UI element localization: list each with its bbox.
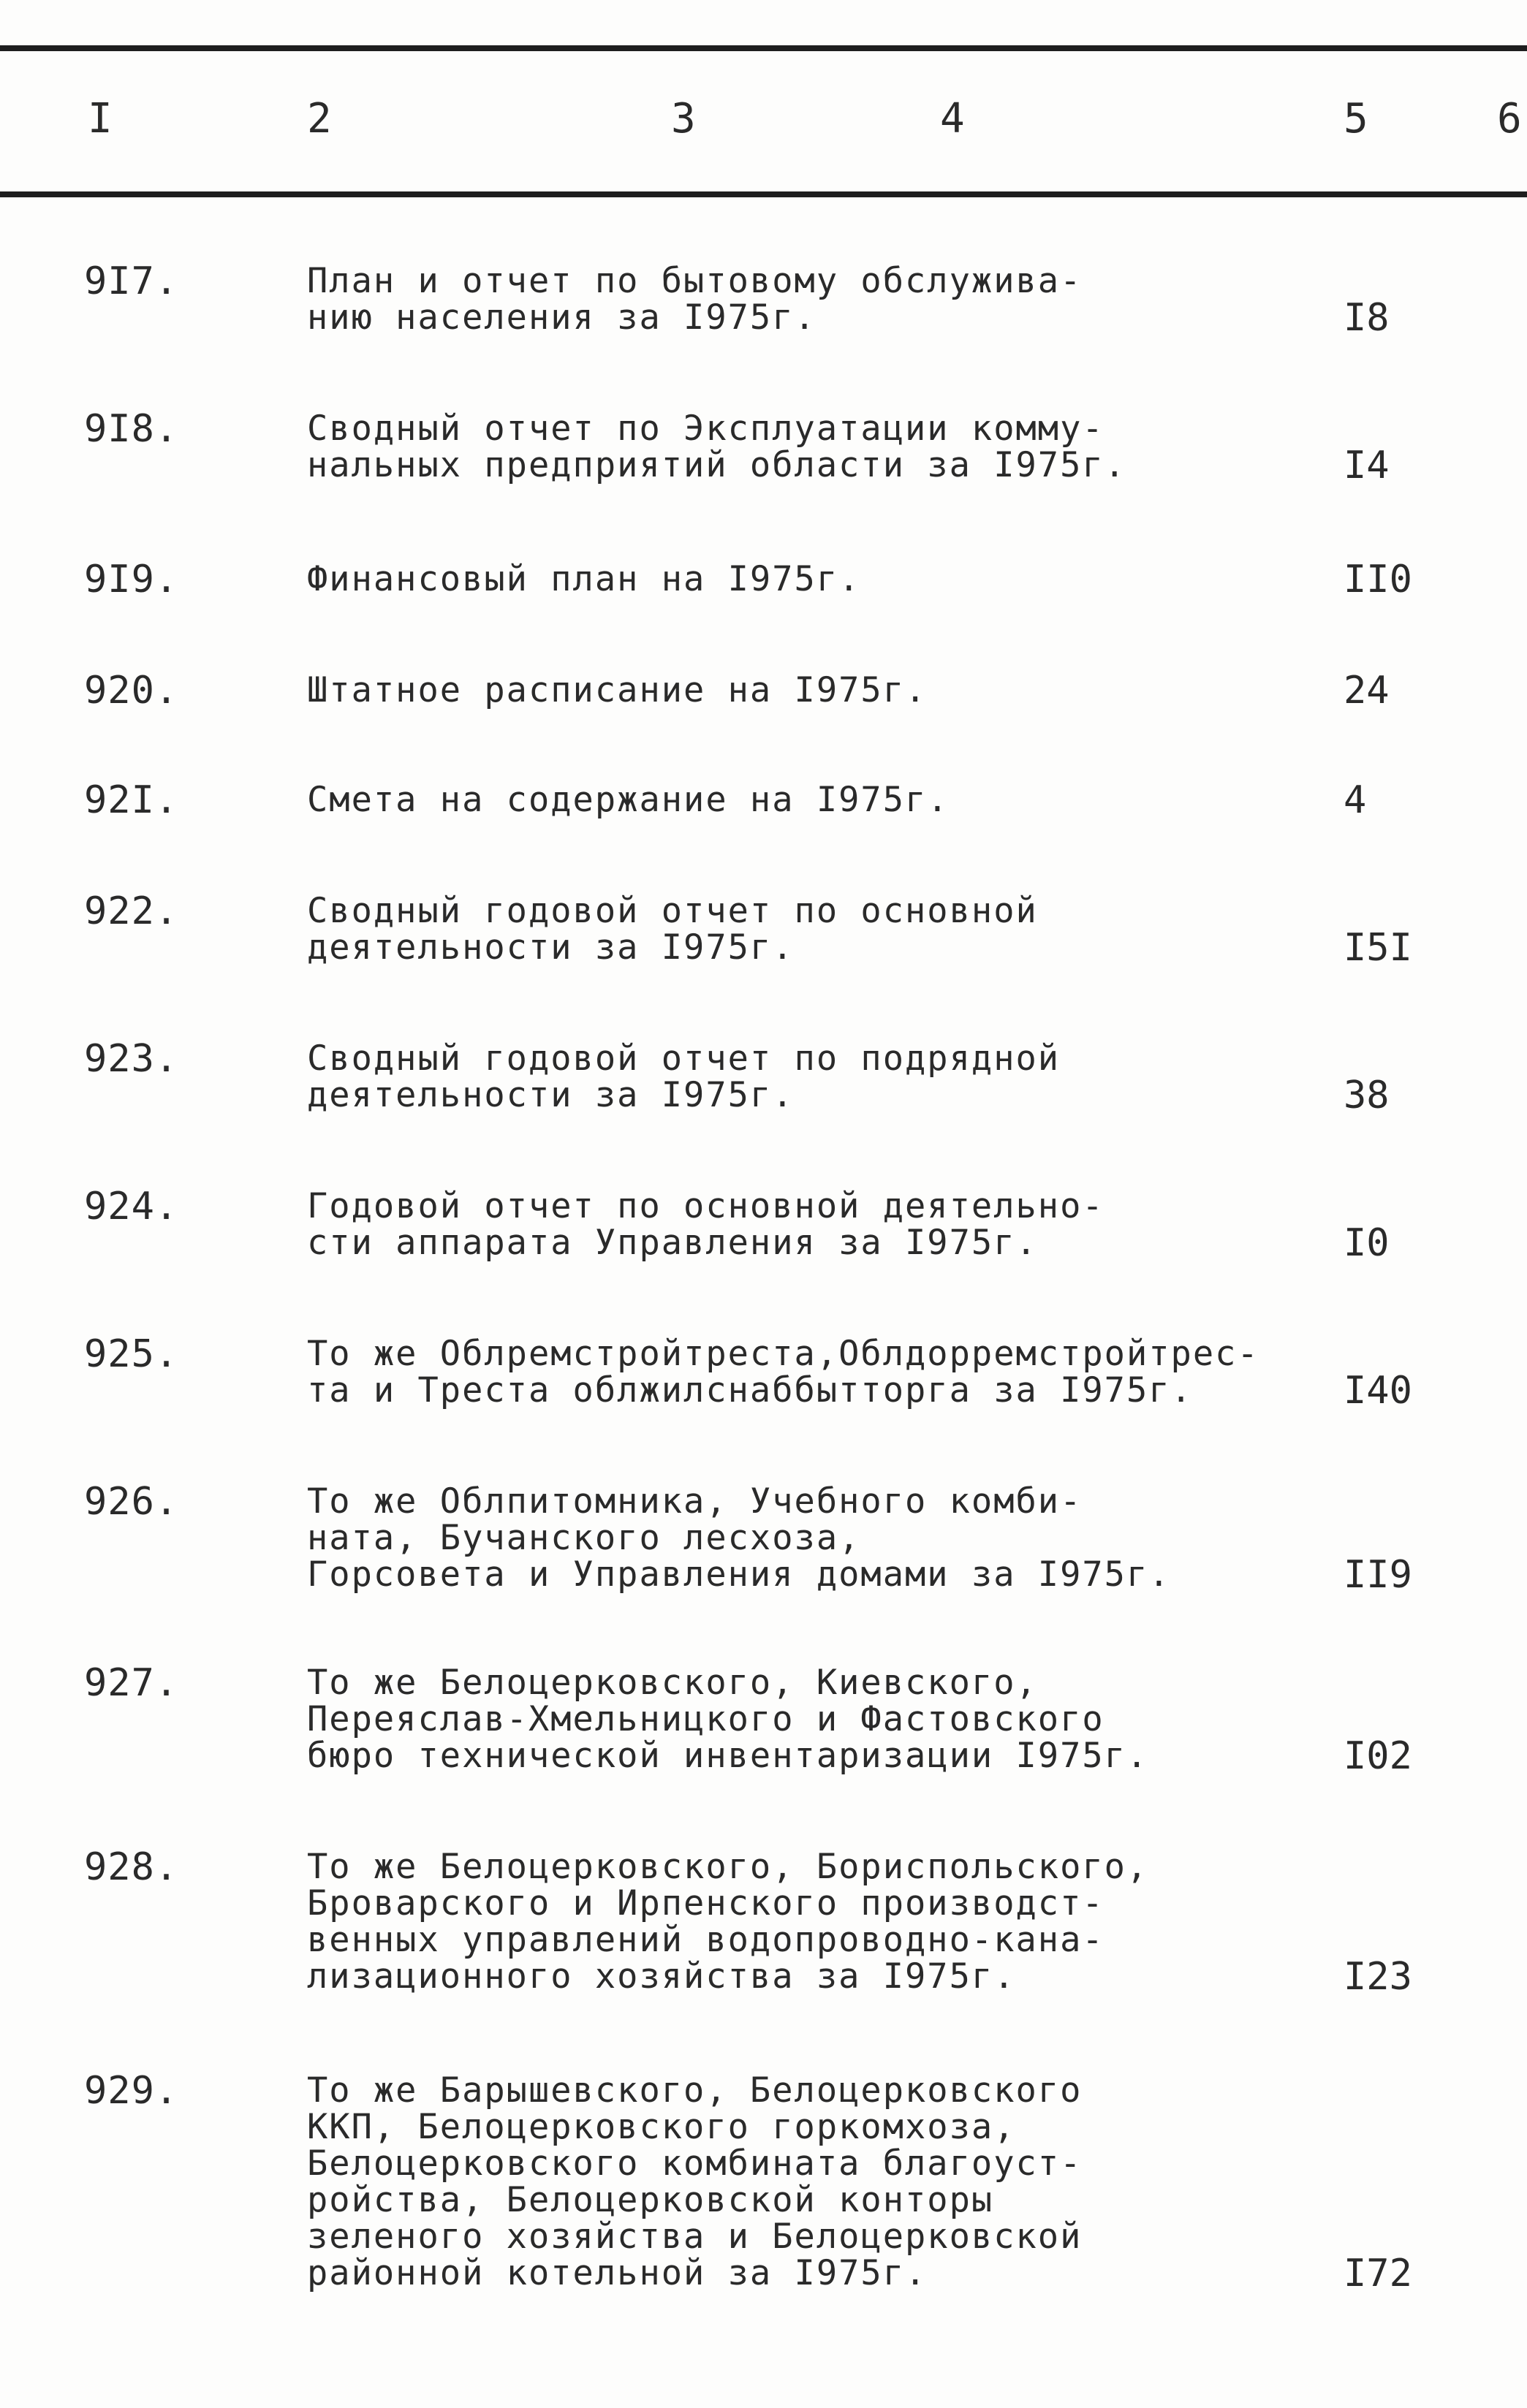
- item-description: [307, 893, 1345, 966]
- description-line: ККП, Белоцерковского горкомхоза,: [307, 2107, 1016, 2147]
- description-line: ройства, Белоцерковской конторы: [307, 2180, 994, 2220]
- description-line: То же Облремстройтреста,Облдорремстройтрес-: [307, 1334, 1259, 1374]
- description-line: То же Белоцерковского, Бориспольского,: [307, 1847, 1149, 1887]
- description-line: Штатное расписание на I975г.: [307, 670, 928, 710]
- page-count: I23: [1344, 1955, 1412, 1999]
- page-count: II9: [1344, 1553, 1412, 1597]
- description-line: бюро технической инвентаризации I975г.: [307, 1736, 1149, 1776]
- page-count: 4: [1344, 778, 1367, 822]
- column-header-4: 4: [940, 95, 965, 143]
- item-description: [307, 782, 1345, 819]
- item-number: 925.: [84, 1332, 179, 1376]
- description-line: План и отчет по бытовому обслужива-: [307, 261, 1083, 301]
- page-count: 38: [1344, 1074, 1390, 1117]
- description-line: Смета на содержание на I975г.: [307, 780, 950, 820]
- header-bottom-rule: [0, 191, 1527, 197]
- description-line: деятельности за I975г.: [307, 1075, 795, 1115]
- column-header-6: 6: [1497, 95, 1522, 143]
- item-number: 9I7.: [84, 259, 179, 303]
- description-line: Переяслав-Хмельницкого и Фастовского: [307, 1699, 1104, 1739]
- item-number: 923.: [84, 1037, 179, 1081]
- description-line: Белоцерковского комбината благоуст-: [307, 2143, 1083, 2184]
- column-header-1: I: [88, 95, 113, 143]
- item-number: 927.: [84, 1661, 179, 1705]
- page-count: I4: [1344, 444, 1390, 487]
- description-line: Броварского и Ирпенского производст-: [307, 1883, 1104, 1923]
- description-line: деятельности за I975г.: [307, 927, 795, 968]
- description-line: То же Облпитомника, Учебного комби-: [307, 1481, 1083, 1522]
- description-line: Сводный годовой отчет по основной: [307, 891, 1038, 931]
- description-line: Сводный годовой отчет по подрядной: [307, 1038, 1061, 1079]
- description-line: Сводный отчет по Эксплуатации комму-: [307, 409, 1104, 449]
- description-line: сти аппарата Управления за I975г.: [307, 1223, 1038, 1263]
- page-count: I5I: [1344, 926, 1412, 970]
- description-line: ната, Бучанского лесхоза,: [307, 1518, 861, 1558]
- column-header-2: 2: [307, 95, 332, 143]
- description-line: То же Белоцерковского, Киевского,: [307, 1663, 1038, 1703]
- item-description: [307, 411, 1345, 484]
- description-line: районной котельной за I975г.: [307, 2253, 928, 2293]
- description-line: нальных предприятий области за I975г.: [307, 445, 1126, 485]
- description-line: Финансовый план на I975г.: [307, 559, 861, 599]
- item-description: [307, 672, 1345, 709]
- item-number: 924.: [84, 1185, 179, 1228]
- item-description: [307, 1665, 1345, 1774]
- item-description: [307, 1849, 1345, 1995]
- item-description: [307, 2070, 1345, 2293]
- page-count: II0: [1344, 558, 1412, 601]
- header-top-rule: [0, 45, 1527, 51]
- item-number: 929.: [84, 2069, 179, 2113]
- item-description: [307, 561, 1345, 598]
- item-description: [307, 1336, 1345, 1409]
- description-line: та и Треста облжилснаббытторга за I975г.: [307, 1370, 1193, 1410]
- column-header-3: 3: [671, 95, 696, 143]
- column-header-5: 5: [1344, 95, 1368, 143]
- description-line: Горсовета и Управления домами за I975г.: [307, 1554, 1171, 1595]
- description-line: То же Барышевского, Белоцерковского: [307, 2070, 1083, 2111]
- item-number: 928.: [84, 1845, 179, 1889]
- page-count: 24: [1344, 669, 1390, 713]
- page-count: I02: [1344, 1734, 1412, 1778]
- item-number: 926.: [84, 1480, 179, 1524]
- description-line: лизационного хозяйства за I975г.: [307, 1956, 1016, 1997]
- page-count: I8: [1344, 296, 1390, 340]
- page-count: I0: [1344, 1221, 1390, 1265]
- item-description: [307, 1038, 1345, 1115]
- description-line: нию населения за I975г.: [307, 297, 816, 338]
- description-line: Годовой отчет по основной деятельно-: [307, 1186, 1104, 1226]
- item-number: 92I.: [84, 778, 179, 822]
- description-line: зеленого хозяйства и Белоцерковской: [307, 2217, 1083, 2257]
- page-count: I40: [1344, 1369, 1412, 1413]
- item-description: [307, 1188, 1345, 1261]
- item-number: 9I8.: [84, 407, 179, 451]
- item-description: [307, 1481, 1345, 1595]
- item-number: 9I9.: [84, 558, 179, 601]
- item-description: [307, 263, 1345, 336]
- item-number: 920.: [84, 669, 179, 713]
- item-number: 922.: [84, 889, 179, 933]
- description-line: венных управлений водопроводно-кана-: [307, 1920, 1104, 1960]
- page-count: I72: [1344, 2252, 1412, 2295]
